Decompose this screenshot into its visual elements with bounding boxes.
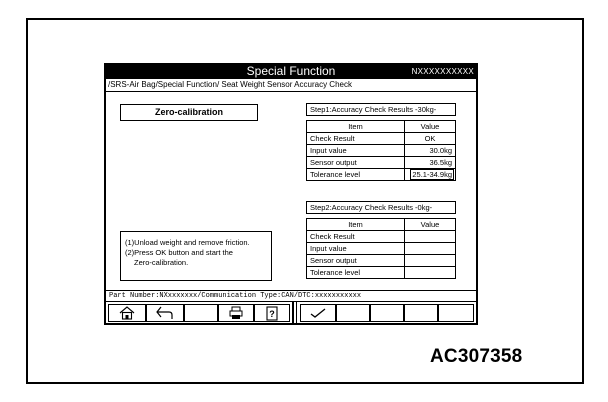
toolbar-divider-inner xyxy=(296,302,297,324)
print-button[interactable] xyxy=(218,304,254,322)
instruction-line-2: (2)Press OK button and start the xyxy=(125,248,233,257)
step1-table xyxy=(306,120,456,181)
tolerance-value: 25.1-34.9kg xyxy=(412,169,452,179)
column-header-value: Value xyxy=(405,219,456,231)
ok-button[interactable] xyxy=(300,304,336,322)
row-value xyxy=(405,231,456,243)
table-row xyxy=(307,231,456,243)
toolbar-divider xyxy=(292,302,294,324)
step2-caption: Step2:Accuracy Check Results -0kg- xyxy=(306,201,456,214)
table-header-row xyxy=(307,219,456,231)
check-icon xyxy=(310,307,326,319)
empty-button-4[interactable] xyxy=(404,304,438,322)
empty-button-1[interactable] xyxy=(184,304,218,322)
svg-text:?: ? xyxy=(269,308,275,319)
back-icon xyxy=(156,306,174,320)
row-item: Tolerance level xyxy=(307,267,405,279)
instruction-box xyxy=(120,231,272,281)
breadcrumb: /SRS-Air Bag/Special Function/ Seat Weight Sensor Accuracy Check xyxy=(108,80,352,89)
print-icon xyxy=(229,306,243,320)
row-item: Input value xyxy=(307,145,405,157)
row-value: 30.0kg xyxy=(405,145,456,157)
table-header-row xyxy=(307,121,456,133)
step2-table xyxy=(306,218,456,279)
row-item: Tolerance level xyxy=(307,169,405,181)
row-value xyxy=(405,255,456,267)
row-value xyxy=(405,267,456,279)
figure-code: AC307358 xyxy=(430,346,523,367)
column-header-item: Item xyxy=(307,121,405,133)
breadcrumb-divider xyxy=(106,91,476,92)
diagnostic-screen xyxy=(104,63,478,325)
toolbar xyxy=(106,301,476,323)
title-bar xyxy=(106,65,476,79)
column-header-value: Value xyxy=(405,121,456,133)
table-row xyxy=(307,145,456,157)
row-item: Check Result xyxy=(307,133,405,145)
row-item: Sensor output xyxy=(307,255,405,267)
table-row xyxy=(307,267,456,279)
mode-label: Zero-calibration xyxy=(120,104,258,121)
table-row xyxy=(307,157,456,169)
table-row xyxy=(307,255,456,267)
empty-button-2[interactable] xyxy=(336,304,370,322)
help-button[interactable] xyxy=(254,304,290,322)
window-title: Special Function xyxy=(246,64,336,78)
row-value xyxy=(405,169,456,181)
row-item: Input value xyxy=(307,243,405,255)
help-icon xyxy=(266,306,278,321)
table-row xyxy=(307,133,456,145)
row-item: Check Result xyxy=(307,231,405,243)
empty-button-5[interactable] xyxy=(438,304,474,322)
row-value xyxy=(405,243,456,255)
row-value: OK xyxy=(405,133,456,145)
home-button[interactable] xyxy=(108,304,146,322)
row-item: Sensor output xyxy=(307,157,405,169)
step1-caption: Step1:Accuracy Check Results -30kg- xyxy=(306,103,456,116)
window-id-code: NXXXXXXXXXX xyxy=(411,67,474,76)
row-value: 36.5kg xyxy=(405,157,456,169)
back-button[interactable] xyxy=(146,304,184,322)
table-row xyxy=(307,243,456,255)
instruction-line-3: Zero-calibration. xyxy=(134,258,189,267)
status-bar: Part Number:NXxxxxxxx/Communication Type:CAN/DTC:xxxxxxxxxxx xyxy=(106,290,476,301)
instruction-line-1: (1)Unload weight and remove friction. xyxy=(125,238,250,247)
table-row xyxy=(307,169,456,181)
column-header-item: Item xyxy=(307,219,405,231)
home-icon xyxy=(119,306,135,320)
empty-button-3[interactable] xyxy=(370,304,404,322)
